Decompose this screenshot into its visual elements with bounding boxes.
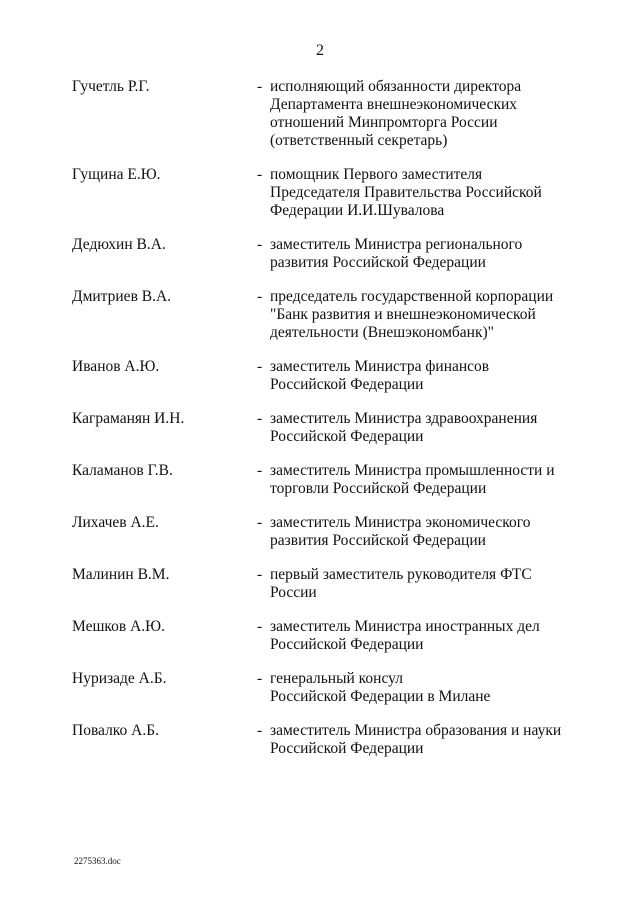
dash-separator: - bbox=[257, 670, 263, 687]
person-position bbox=[270, 462, 572, 498]
list-item bbox=[72, 722, 572, 758]
position-line: деятельности (Внешэкономбанк)" bbox=[270, 324, 495, 341]
person-name: Повалко А.Б. bbox=[72, 722, 160, 739]
page-number: 2 bbox=[316, 42, 324, 59]
position-line: исполняющий обязанности директора bbox=[270, 78, 522, 95]
position-line: заместитель Министра здравоохранения bbox=[270, 410, 538, 427]
person-name: Каламанов Г.В. bbox=[72, 462, 173, 479]
position-line: председатель государственной корпорации bbox=[270, 288, 554, 305]
person-position bbox=[270, 78, 572, 150]
dash-separator: - bbox=[257, 236, 263, 253]
person-name: Мешков А.Ю. bbox=[72, 618, 165, 635]
list-item bbox=[72, 670, 572, 706]
list-item bbox=[72, 514, 572, 550]
position-line: заместитель Министра экономического bbox=[270, 514, 531, 531]
position-line: первый заместитель руководителя ФТС bbox=[270, 566, 532, 583]
list-item bbox=[72, 410, 572, 446]
person-position bbox=[270, 670, 572, 706]
position-line: Российской Федерации bbox=[270, 636, 424, 653]
position-line: России bbox=[270, 584, 317, 601]
person-name: Иванов А.Ю. bbox=[72, 358, 160, 375]
position-line: развития Российской Федерации bbox=[270, 532, 486, 549]
dash-separator: - bbox=[257, 358, 263, 375]
person-name: Каграманян И.Н. bbox=[72, 410, 185, 427]
position-line: отношений Минпромторга России bbox=[270, 114, 498, 131]
position-line: заместитель Министра иностранных дел bbox=[270, 618, 540, 635]
position-line: "Банк развития и внешнеэкономической bbox=[270, 306, 536, 323]
person-name: Лихачев А.Е. bbox=[72, 514, 159, 531]
position-line: торговли Российской Федерации bbox=[270, 480, 487, 497]
position-line: заместитель Министра образования и науки bbox=[270, 722, 562, 739]
position-line: Российской Федерации bbox=[270, 376, 424, 393]
dash-separator: - bbox=[257, 288, 263, 305]
dash-separator: - bbox=[257, 166, 263, 183]
person-position bbox=[270, 514, 572, 550]
position-line: заместитель Министра регионального bbox=[270, 236, 523, 253]
list-item bbox=[72, 236, 572, 272]
person-name: Дмитриев В.А. bbox=[72, 288, 172, 305]
person-position bbox=[270, 288, 572, 342]
list-item bbox=[72, 166, 572, 220]
position-line: Федерации И.И.Шувалова bbox=[270, 202, 445, 219]
person-position bbox=[270, 566, 572, 602]
list-item bbox=[72, 358, 572, 394]
dash-separator: - bbox=[257, 722, 263, 739]
person-position bbox=[270, 166, 572, 220]
members-list bbox=[72, 78, 572, 774]
dash-separator: - bbox=[257, 618, 263, 635]
list-item bbox=[72, 78, 572, 150]
position-line: Российской Федерации в Милане bbox=[270, 688, 491, 705]
position-line: генеральный консул bbox=[270, 670, 403, 687]
person-position bbox=[270, 618, 572, 654]
dash-separator: - bbox=[257, 566, 263, 583]
person-name: Нуризаде А.Б. bbox=[72, 670, 167, 687]
position-line: Председателя Правительства Российской bbox=[270, 184, 542, 201]
person-position bbox=[270, 236, 572, 272]
person-name: Дедюхин В.А. bbox=[72, 236, 166, 253]
dash-separator: - bbox=[257, 514, 263, 531]
position-line: Российской Федерации bbox=[270, 428, 424, 445]
position-line: Российской Федерации bbox=[270, 740, 424, 757]
person-position bbox=[270, 358, 572, 394]
position-line: заместитель Министра промышленности и bbox=[270, 462, 555, 479]
person-position bbox=[270, 410, 572, 446]
position-line: помощник Первого заместителя bbox=[270, 166, 483, 183]
list-item bbox=[72, 566, 572, 602]
dash-separator: - bbox=[257, 410, 263, 427]
list-item bbox=[72, 618, 572, 654]
list-item bbox=[72, 462, 572, 498]
person-position bbox=[270, 722, 572, 758]
person-name: Гущина Е.Ю. bbox=[72, 166, 161, 183]
person-name: Малинин В.М. bbox=[72, 566, 170, 583]
position-line: (ответственный секретарь) bbox=[270, 132, 448, 149]
position-line: развития Российской Федерации bbox=[270, 254, 486, 271]
dash-separator: - bbox=[257, 78, 263, 95]
person-name: Гучетль Р.Г. bbox=[72, 78, 150, 95]
position-line: Департамента внешнеэкономических bbox=[270, 96, 518, 113]
dash-separator: - bbox=[257, 462, 263, 479]
position-line: заместитель Министра финансов bbox=[270, 358, 490, 375]
document-file-code: 2275363.doc bbox=[74, 856, 121, 866]
list-item bbox=[72, 288, 572, 342]
